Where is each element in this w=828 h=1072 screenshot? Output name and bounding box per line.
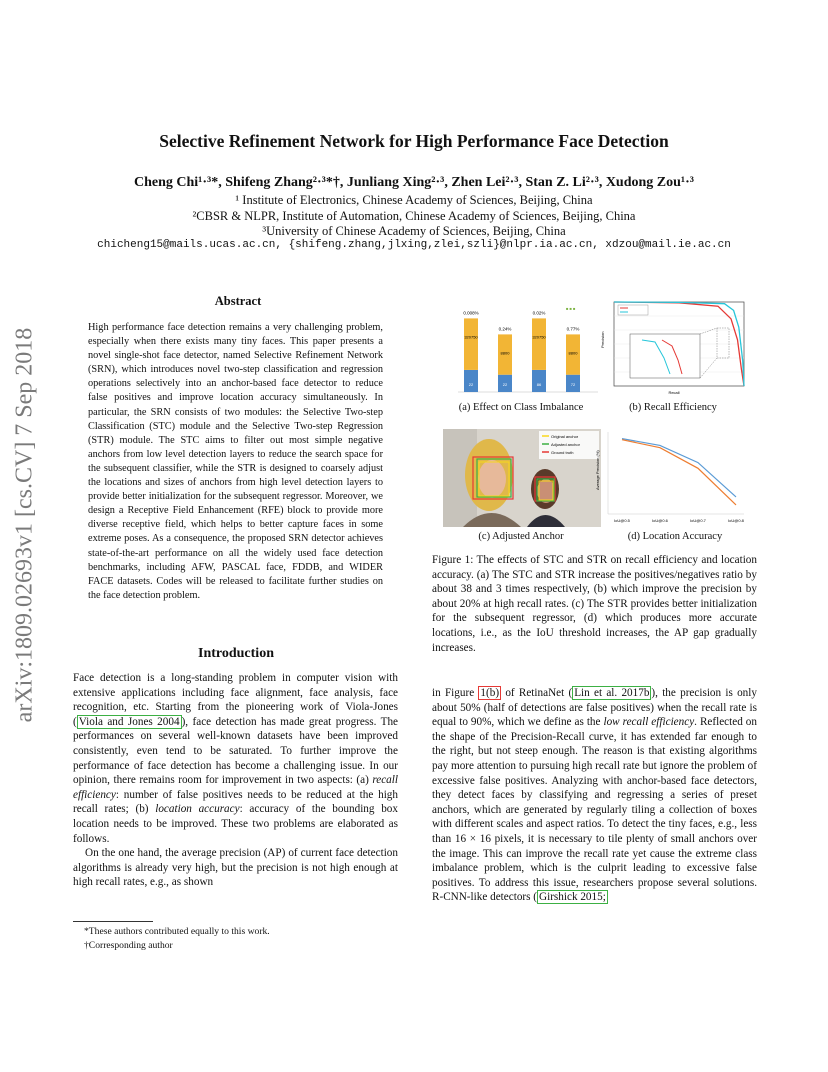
subcaption-b: (b) Recall Efficiency: [629, 402, 717, 413]
affiliation-2: ²CBSR & NLPR, Institute of Automation, Chinese Academy of Sciences, Beijing, China: [192, 209, 636, 223]
arxiv-sidebar: [0, 300, 50, 750]
introduction-body: [73, 671, 398, 890]
footnote-1: *These authors contributed equally to this work.: [84, 926, 270, 937]
legend-original: Original anchor: [551, 434, 579, 439]
bar-negative: [532, 318, 546, 370]
bar-positive-label: 22: [502, 382, 508, 387]
right-column-body: in Figure 1(b) of RetinaNet ( Lin et al. 2017b ), the precision is only about 50% (half of detections are false positives) when the recall rate is equal to 90%, which we define as the low recall efficiency. Reflected on the shape of the Precision-Recall curve, it has extended far enough to the right, but not steep enough. The reason is that existing algorithms pay more attention to pursuing high recall rate but ignore the problem of excessive false positives. Analyzing with anchor-based face detectors, they detect faces by classifying and regressing a series of preset anchors, which are generated by regularly tiling a collection of boxes with different scales and aspect ratios. To detect the tiny faces, e.g., less than 16 × 16 pixels, it is necessary to tile plenty of small anchors over the image. This can improve the recall rate yet cause the extreme class imbalance problem, which is the culprit leading to excessive false positives. To address this issue, researchers propose several solutions. R-CNN-like detectors ( Girshick 2015;: [432, 687, 757, 904]
chart-recall-efficiency: [600, 298, 748, 398]
bar-value-label: 320750: [532, 334, 546, 340]
bar-positive-label: 86: [536, 382, 542, 387]
bar-value-label: 8800: [568, 350, 578, 356]
footnote-rule: [73, 921, 153, 922]
citation-link[interactable]: Viola and Jones 2004: [78, 715, 180, 728]
ap-curve: [622, 440, 736, 505]
x-tick-label: IoU@0.8: [728, 518, 744, 523]
abstract-heading: Abstract: [214, 294, 262, 308]
bar-top-label: 0.24%: [498, 326, 512, 332]
intro-paragraph-1: Face detection is a long-standing problem in computer vision with extensive applications including face alignment, face analysis, face recognition, etc. Starting from the pioneering work of Viola-Jones ( Viola and Jones 2004 ), face detection has made great progress. The performances on several well-known datasets have been improved consistently, even tend to be saturated. To further improve the performance of face detection has become a challenging issue. In our opinion, there remains room for improvement in two aspects: (a) recall efficiency: number of false positives needs to be reduced at the high recall rates; (b) location accuracy: accuracy of the bounding box location needs to be improved. These two problems are elaborated as follows.: [73, 672, 398, 845]
citation-link-lin[interactable]: Lin et al. 2017b: [574, 687, 650, 699]
author-list: Cheng Chi¹·³*, Shifeng Zhang²·³*†, Junliang Xing²·³, Zhen Lei²·³, Stan Z. Li²·³, Xudong Zou¹·³: [134, 175, 694, 190]
paper-title: Selective Refinement Network for High Performance Face Detection: [159, 131, 669, 151]
bar-value-label: 320750: [464, 334, 478, 340]
bar-positive-label: 72: [570, 382, 576, 387]
bar-positive: [532, 370, 546, 392]
x-tick-label: IoU@0.5: [614, 518, 630, 523]
x-tick-label: IoU@0.6: [652, 518, 668, 523]
figure-reference-link[interactable]: 1(b): [480, 687, 500, 699]
ylabel-d: Average Precision (%): [595, 450, 600, 490]
bar-positive: [464, 370, 478, 392]
bar-top-label: 0.008%: [463, 310, 479, 316]
x-tick-label: IoU@0.7: [690, 518, 706, 523]
intro-paragraph-2: On the one hand, the average precision (AP) of current face detection algorithms is already very high, but the precision is not high enough at high recall rates, e.g., as shown: [73, 847, 398, 889]
ylabel-b: Precision: [600, 331, 605, 348]
bar-top-label: 0.02%: [532, 310, 546, 316]
legend-adjusted: Adjusted anchor: [551, 442, 580, 447]
chart-class-imbalance: [440, 302, 600, 398]
xlabel-b: Recall: [668, 390, 680, 395]
figure-caption: Figure 1: The effects of STC and STR on recall efficiency and location accuracy. (a) The STC and STR increase the positives/negatives ratio by about 38 and 3 times respectively, (b) which improve the precision by about 20% at high recall rates. (c) The STR provides better initialization for the subsequent regressor, (d) which produces more accurate locations, i.e., as the IoU threshold increases, the AP gap gradually increases.: [432, 554, 757, 654]
author-emails: chicheng15@mails.ucas.ac.cn, {shifeng.zhang,jlxing,zlei,szli}@nlpr.ia.ac.cn, xdzou@mail.ie.ac.cn: [97, 239, 731, 251]
subcaption-c: (c) Adjusted Anchor: [478, 531, 564, 542]
abstract-text: High performance face detection remains a very challenging problem, especially when there exists many tiny faces. This paper presents a novel single-shot face detector, named Selective Refinement Network (SRN), which introduces novel two-step classification and regression operations selectively into an anchor-based face detector to reduce false positives and improve location accuracy simultaneously. In particular, the SRN consists of two modules: the Selective Two-step Classification (STC) module and the Selective Two-step Regression (STR) module. The STC aims to filter out most simple negative anchors from low level detection layers to reduce the search space for the subsequent classifier, while the STR is designed to coarsely adjust the locations and sizes of anchors from high level detection layers to provide better initialization for the subsequent regressor. Moreover, we design a Receptive Field Enhancement (RFE) block to provide more diverse receptive field, which helps to better capture faces in some extreme poses. As a consequence, the proposed SRN detector achieves state-of-the-art performance on all the widely used face detection benchmarks, including AFW, PASCAL face, FDDB, and WIDER FACE datasets. Codes will be released to facilitate further studies on the face detection problem.: [88, 322, 383, 601]
citation-link-girshick[interactable]: Girshick 2015;: [539, 891, 606, 904]
adjusted-anchor-photo: [443, 429, 601, 527]
footnote-2: †Corresponding author: [84, 940, 173, 951]
bar-negative: [464, 318, 478, 370]
subcaption-d: (d) Location Accuracy: [627, 531, 723, 542]
bar-value-label: 8800: [500, 350, 510, 356]
introduction-heading: Introduction: [198, 646, 274, 661]
svg-text:■ ■ ■: ■ ■ ■: [566, 306, 576, 311]
bar-positive-label: 22: [468, 382, 474, 387]
bar-top-label: 0.77%: [566, 326, 580, 332]
subcaption-a: (a) Effect on Class Imbalance: [458, 402, 584, 413]
affiliation-1: ¹ Institute of Electronics, Chinese Academy of Sciences, Beijing, China: [235, 193, 593, 207]
chart-location-accuracy: [594, 430, 754, 528]
affiliation-3: ³University of Chinese Academy of Sciences, Beijing, China: [262, 224, 566, 238]
legend-ground-truth: Ground truth: [551, 450, 574, 455]
arxiv-id: arXiv:1809.02693v1 [cs.CV] 7 Sep 2018: [11, 327, 38, 723]
